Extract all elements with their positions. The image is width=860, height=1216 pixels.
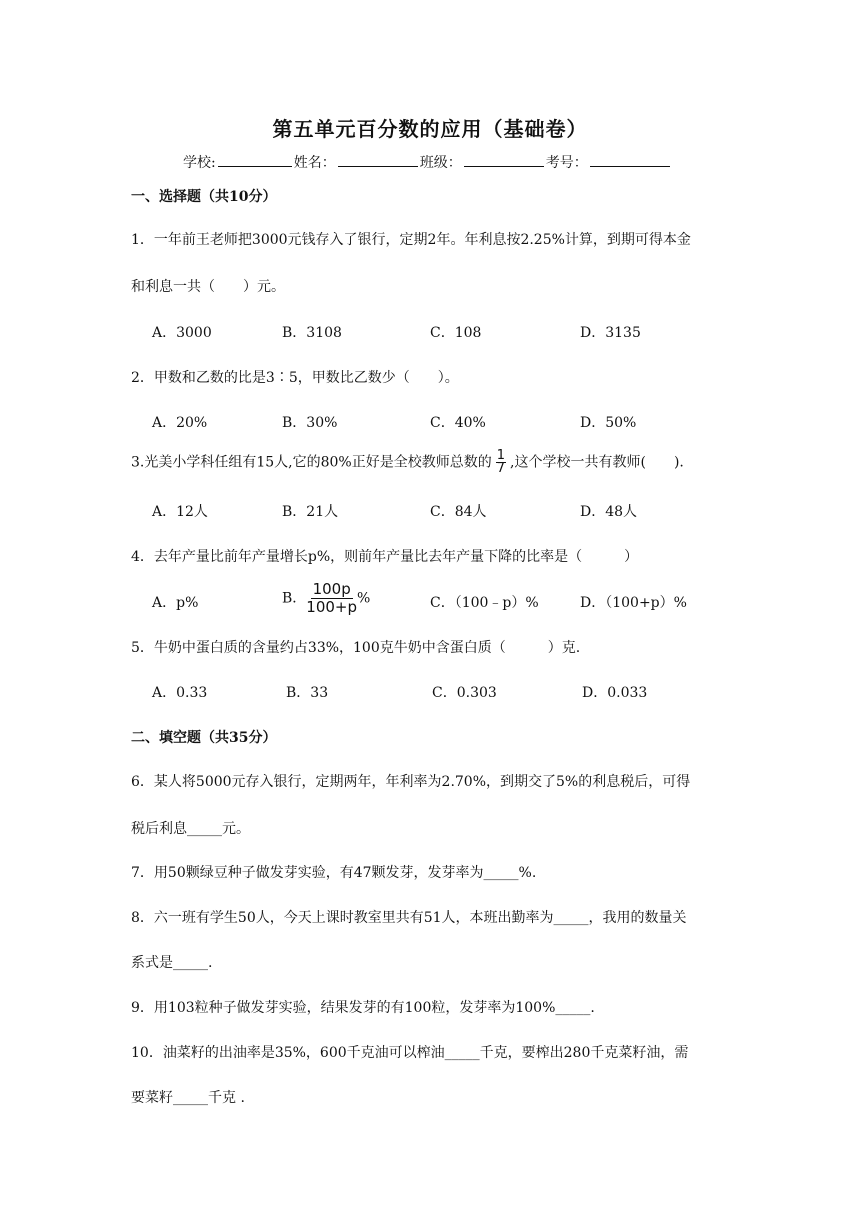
question-1-line-2: 和利息一共（ ）元。 [131,279,285,295]
question-5-option-d[interactable]: D．0.033 [582,685,648,701]
class-blank[interactable] [464,152,544,167]
question-8-line-2: 系式是_____. [131,955,213,971]
fraction-one-seventh [496,450,506,475]
school-blank[interactable] [218,152,292,167]
class-label: 班级： [419,155,462,171]
question-2-line-1: 2．甲数和乙数的比是3∶5，甲数比乙数少（ ）。 [131,370,459,386]
fraction-100p-over-100-plus-p [306,581,357,616]
question-4-option-b[interactable] [282,581,370,616]
question-1-option-c[interactable]: C．108 [430,325,482,341]
question-5-option-c[interactable]: C．0.303 [432,685,497,701]
question-5-line-1: 5．牛奶中蛋白质的含量约占33%，100克牛奶中含蛋白质（ ）克. [131,640,581,656]
fraction-numerator: 1 [496,448,506,463]
question-1-option-a[interactable]: A．3000 [152,325,212,341]
school-label: 学校: [183,155,216,171]
option-b-percent: % [357,590,371,607]
question-3-option-c[interactable]: C．84人 [430,504,487,520]
question-4-line-1: 4．去年产量比前年产量增长p%，则前年产量比去年产量下降的比率是（ ） [131,549,639,565]
question-7-line-1: 7．用50颗绿豆种子做发芽实验，有47颗发芽，发芽率为_____%. [131,865,537,881]
question-6-line-1: 6．某人将5000元存入银行，定期两年，年利率为2.70%，到期交了5%的利息税后，可得 [131,774,691,790]
student-info-line [183,152,672,172]
question-1-line-1: 1．一年前王老师把3000元钱存入了银行，定期2年。年利息按2.25%计算，到期可得本金 [131,232,691,248]
question-3-suffix: ,这个学校一共有教师( ). [510,454,684,471]
fraction-numerator: 100p [312,580,351,598]
question-2-option-d[interactable]: D．50% [580,415,637,431]
fraction-denominator: 7 [496,461,506,476]
exam-number-blank[interactable] [590,152,670,167]
question-4-option-c[interactable]: C．（100﹣p）% [430,595,539,611]
question-4-option-a[interactable]: A．p% [152,595,199,611]
page-title: 第五单元百分数的应用（基础卷） [272,117,588,141]
question-9-line-1: 9．用103粒种子做发芽实验，结果发芽的有100粒，发芽率为100%_____. [131,1000,595,1016]
question-5-option-a[interactable]: A．0.33 [152,685,208,701]
section-heading-choice: 一、选择题（共10分） [131,189,277,205]
question-5-option-b[interactable]: B．33 [286,685,329,701]
question-10-line-2: 要菜籽_____千克 . [131,1090,245,1106]
question-4-option-d[interactable]: D．（100+p）% [580,595,687,611]
question-3-line-1 [131,450,684,475]
question-1-option-b[interactable]: B．3108 [282,325,342,341]
question-1-option-d[interactable]: D．3135 [580,325,641,341]
question-6-line-2: 税后利息_____元。 [131,821,250,837]
question-3-prefix: 3.光美小学科任组有15人,它的80%正好是全校教师总数的 [131,454,492,471]
question-2-option-a[interactable]: A．20% [152,415,208,431]
question-3-option-a[interactable]: A．12人 [152,504,208,520]
exam-number-label: 考号： [545,155,588,171]
option-b-letter: B． [282,590,307,607]
section-heading-fill-blank: 二、填空题（共35分） [131,730,277,746]
question-8-line-1: 8．六一班有学生50人，今天上课时教室里共有51人，本班出勤率为_____，我用的数量关 [131,910,687,926]
name-blank[interactable] [338,152,418,167]
name-label: 姓名： [293,155,336,171]
question-2-option-b[interactable]: B．30% [282,415,338,431]
question-3-option-b[interactable]: B．21人 [282,504,339,520]
question-2-option-c[interactable]: C．40% [430,415,486,431]
fraction-denominator: 100+p [306,598,358,616]
question-10-line-1: 10．油菜籽的出油率是35%，600千克油可以榨油_____千克，要榨出280千克菜籽油，需 [131,1045,689,1061]
question-3-option-d[interactable]: D．48人 [580,504,638,520]
